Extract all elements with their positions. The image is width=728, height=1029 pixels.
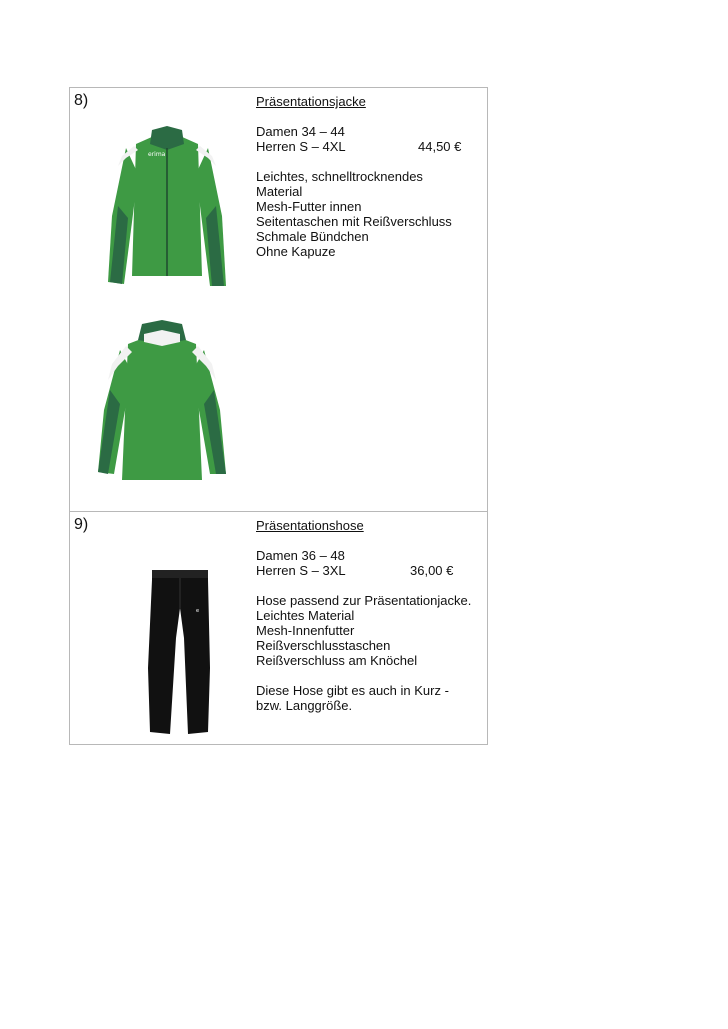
jacket-back-image bbox=[94, 320, 230, 488]
note-line: Diese Hose gibt es auch in Kurz - bbox=[256, 683, 449, 698]
product-description bbox=[256, 94, 484, 259]
item-number: 9) bbox=[74, 516, 89, 533]
feature-line: Mesh-Futter innen bbox=[256, 199, 362, 214]
pants-image bbox=[146, 568, 214, 736]
feature-line: Ohne Kapuze bbox=[256, 244, 336, 259]
sizes-men-line bbox=[256, 139, 484, 154]
sizes-men-line bbox=[256, 563, 484, 578]
price: 36,00 € bbox=[410, 563, 454, 578]
product-table bbox=[69, 87, 488, 745]
item-number: 8) bbox=[74, 92, 89, 109]
product-title: Präsentationsjacke bbox=[256, 94, 366, 109]
sizes-men: Herren S – 3XL bbox=[256, 563, 346, 578]
product-row-pants bbox=[70, 512, 487, 744]
note-line: bzw. Langgröße. bbox=[256, 698, 353, 713]
sizes-men: Herren S – 4XL bbox=[256, 139, 346, 154]
svg-text:erima: erima bbox=[148, 151, 166, 158]
feature-line: Reißverschlusstaschen bbox=[256, 638, 391, 653]
feature-line: Seitentaschen mit Reißverschluss bbox=[256, 214, 452, 229]
product-description bbox=[256, 518, 484, 713]
feature-line: Mesh-Innenfutter bbox=[256, 623, 355, 638]
feature-line: Reißverschluss am Knöchel bbox=[256, 653, 418, 668]
product-row-jacket bbox=[70, 88, 487, 512]
feature-line: Schmale Bündchen bbox=[256, 229, 369, 244]
price: 44,50 € bbox=[418, 139, 462, 154]
jacket-front-image bbox=[104, 126, 230, 288]
feature-line: Leichtes Material bbox=[256, 608, 355, 623]
sizes-women: Damen 34 – 44 bbox=[256, 124, 345, 139]
feature-line: Hose passend zur Präsentationjacke. bbox=[256, 593, 472, 608]
sizes-women: Damen 36 – 48 bbox=[256, 548, 345, 563]
feature-line: Material bbox=[256, 184, 303, 199]
feature-line: Leichtes, schnelltrocknendes bbox=[256, 169, 423, 184]
product-title: Präsentationshose bbox=[256, 518, 364, 533]
svg-text:e: e bbox=[196, 608, 200, 614]
